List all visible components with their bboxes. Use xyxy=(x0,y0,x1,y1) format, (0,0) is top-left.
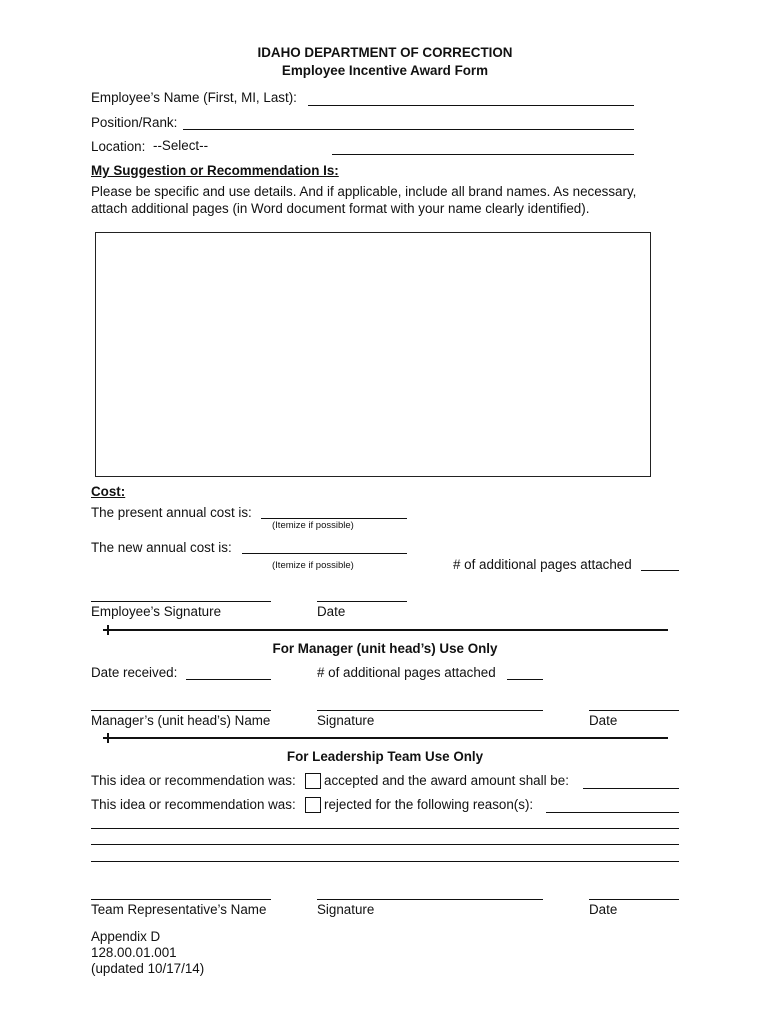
reason-line[interactable] xyxy=(91,861,679,862)
employee-signature-line[interactable] xyxy=(91,601,271,602)
award-amount-line[interactable] xyxy=(583,788,679,789)
new-cost-underline xyxy=(242,553,407,554)
accepted-text: accepted and the award amount shall be: xyxy=(324,773,569,788)
reason-line[interactable] xyxy=(91,844,679,845)
rejected-reason-line[interactable] xyxy=(546,812,679,813)
present-cost-label: The present annual cost is: xyxy=(91,505,252,520)
suggestion-instructions-2: attach additional pages (in Word document format with your name clearly identified). xyxy=(91,201,590,216)
rejected-checkbox[interactable] xyxy=(305,797,321,813)
team-rep-date-label: Date xyxy=(589,902,618,917)
reason-line[interactable] xyxy=(91,828,679,829)
section-divider xyxy=(103,737,668,739)
suggestion-instructions-1: Please be specific and use details. And if applicable, include all brand names. As necessary, xyxy=(91,184,637,199)
rejected-prefix: This idea or recommendation was: xyxy=(91,797,296,812)
employee-signature-label: Employee’s Signature xyxy=(91,604,222,619)
location-select[interactable]: --Select-- xyxy=(153,138,209,153)
employee-name-underline xyxy=(308,105,634,106)
employee-date-label: Date xyxy=(317,604,346,619)
team-rep-signature-label: Signature xyxy=(317,902,375,917)
manager-signature-line[interactable] xyxy=(317,710,543,711)
footer-appendix: Appendix D xyxy=(91,929,161,944)
position-underline xyxy=(183,129,634,130)
date-received-label: Date received: xyxy=(91,665,178,680)
present-cost-input[interactable] xyxy=(263,501,405,518)
accepted-checkbox[interactable] xyxy=(305,773,321,789)
form-title: IDAHO DEPARTMENT OF CORRECTION xyxy=(257,45,513,60)
employee-date-line[interactable] xyxy=(317,601,407,602)
team-rep-signature-line[interactable] xyxy=(317,899,543,900)
footer-code: 128.00.01.001 xyxy=(91,945,177,960)
manager-heading: For Manager (unit head’s) Use Only xyxy=(272,641,498,656)
leadership-heading: For Leadership Team Use Only xyxy=(286,749,484,764)
footer-updated: (updated 10/17/14) xyxy=(91,961,205,976)
pages-attached-input[interactable] xyxy=(642,553,678,570)
manager-name-label: Manager’s (unit head’s) Name xyxy=(91,713,271,728)
team-rep-date-line[interactable] xyxy=(589,899,679,900)
date-received-line[interactable] xyxy=(186,679,271,680)
accepted-prefix: This idea or recommendation was: xyxy=(91,773,296,788)
present-cost-note: (Itemize if possible) xyxy=(272,520,354,531)
team-rep-name-line[interactable] xyxy=(91,899,271,900)
suggestion-textarea[interactable] xyxy=(95,232,651,477)
new-cost-input[interactable] xyxy=(244,536,405,553)
manager-name-line[interactable] xyxy=(91,710,271,711)
new-cost-label: The new annual cost is: xyxy=(91,540,232,555)
suggestion-heading: My Suggestion or Recommendation Is: xyxy=(91,163,339,178)
location-underline xyxy=(332,154,634,155)
manager-date-label: Date xyxy=(589,713,618,728)
section-divider xyxy=(103,629,668,631)
manager-pages-label: # of additional pages attached xyxy=(317,665,496,680)
manager-pages-line[interactable] xyxy=(507,679,543,680)
new-cost-note: (Itemize if possible) xyxy=(272,560,354,571)
form-subtitle: Employee Incentive Award Form xyxy=(281,63,489,78)
employee-name-input[interactable] xyxy=(310,88,632,105)
cost-heading: Cost: xyxy=(91,484,126,499)
position-input[interactable] xyxy=(185,112,632,129)
pages-attached-underline xyxy=(641,570,679,571)
divider-tick xyxy=(107,733,109,743)
manager-signature-label: Signature xyxy=(317,713,375,728)
manager-date-line[interactable] xyxy=(589,710,679,711)
position-label: Position/Rank: xyxy=(91,115,178,130)
rejected-text: rejected for the following reason(s): xyxy=(324,797,534,812)
team-rep-name-label: Team Representative’s Name xyxy=(91,902,267,917)
present-cost-underline xyxy=(261,518,407,519)
location-label: Location: xyxy=(91,139,146,154)
pages-attached-label: # of additional pages attached xyxy=(453,557,632,572)
employee-name-label: Employee’s Name (First, MI, Last): xyxy=(91,90,297,105)
divider-tick xyxy=(107,625,109,635)
